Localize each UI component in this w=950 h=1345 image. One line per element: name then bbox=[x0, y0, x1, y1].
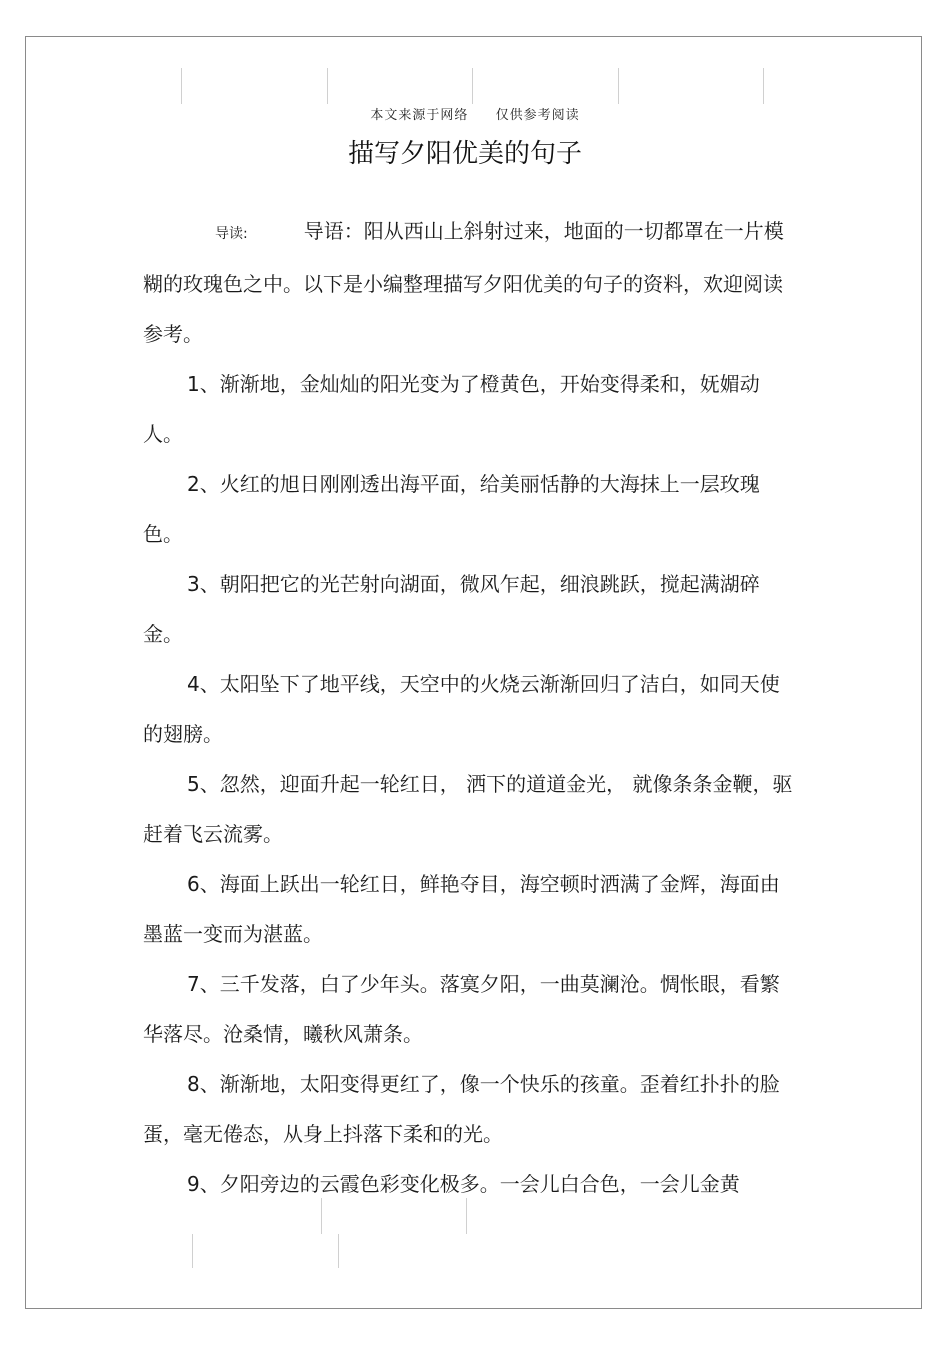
sentence-item: 1、渐渐地，金灿灿的阳光变为了橙黄色，开始变得柔和，妩媚动人。 bbox=[143, 372, 760, 446]
header-divider-line bbox=[181, 68, 182, 104]
intro-label: 导读: bbox=[215, 226, 248, 242]
footer-divider-line bbox=[338, 1234, 339, 1268]
source-note: 本文来源于网络 bbox=[370, 108, 469, 123]
reference-note: 仅供参考阅读 bbox=[495, 108, 580, 123]
header-divider-line bbox=[472, 68, 473, 104]
sentence-item: 7、三千发落，白了少年头。落寞夕阳，一曲莫澜沧。惆怅眼，看繁华落尽。沧桑情，曦秋风萧条。 bbox=[143, 972, 780, 1046]
footer-divider-line bbox=[192, 1234, 193, 1268]
sentence-item: 9、夕阳旁边的云霞色彩变化极多。一会儿白合色，一会儿金黄 bbox=[187, 1172, 740, 1196]
sentence-item: 5、忽然，迎面升起一轮红日， 洒下的道道金光， 就像条条金鞭，驱赶着飞云流雾。 bbox=[143, 772, 793, 846]
sentence-item: 4、太阳坠下了地平线，天空中的火烧云渐渐回归了洁白，如同天使的翅膀。 bbox=[143, 672, 780, 746]
sentence-item: 8、渐渐地，太阳变得更红了，像一个快乐的孩童。歪着红扑扑的脸蛋，毫无倦态，从身上抖落下柔和的光。 bbox=[143, 1072, 780, 1146]
intro-paragraph bbox=[143, 206, 793, 359]
sentence-item: 3、朝阳把它的光芒射向湖面，微风乍起，细浪跳跃，搅起满湖碎金。 bbox=[143, 572, 760, 646]
sentence-item: 6、海面上跃出一轮红日，鲜艳夺目，海空顿时洒满了金辉，海面由墨蓝一变而为湛蓝。 bbox=[143, 872, 780, 946]
document-title: 描写夕阳优美的句子 bbox=[347, 139, 582, 169]
header-divider-line bbox=[618, 68, 619, 104]
sentence-item: 2、火红的旭日刚刚透出海平面，给美丽恬静的大海抹上一层玫瑰色。 bbox=[143, 472, 760, 546]
header-divider-line bbox=[763, 68, 764, 104]
document-body bbox=[143, 206, 793, 1209]
intro-text: 导语：阳从西山上斜射过来，地面的一切都罩在一片模糊的玫瑰色之中。以下是小编整理描写夕阳优美的句子的资料，欢迎阅读参考。 bbox=[143, 219, 784, 346]
header-divider-line bbox=[327, 68, 328, 104]
header-note bbox=[0, 104, 950, 123]
